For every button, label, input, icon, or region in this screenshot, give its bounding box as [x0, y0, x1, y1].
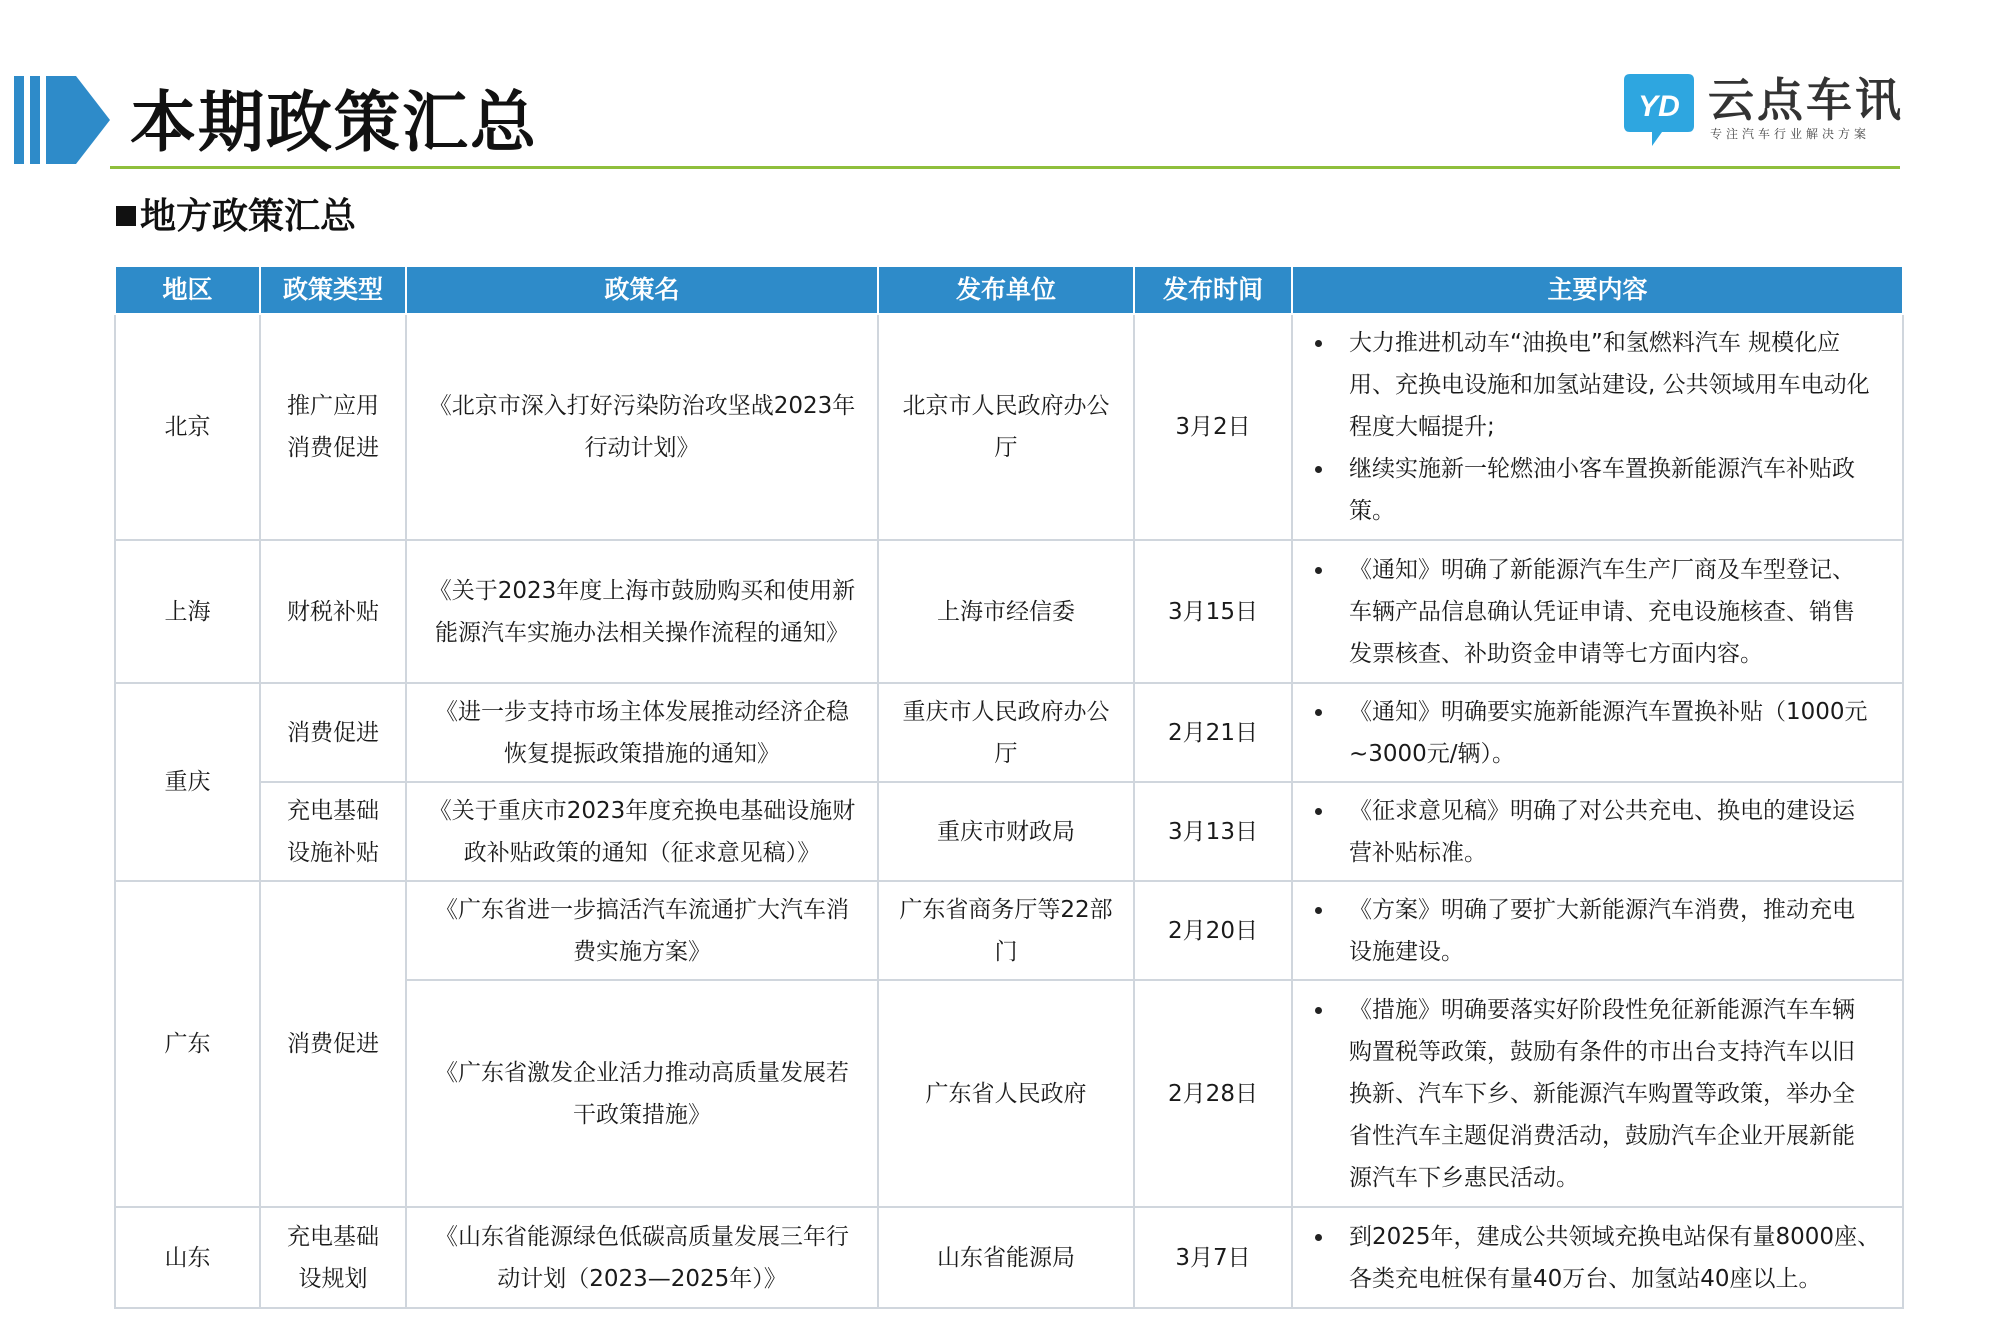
type-cell: 充电基础 设规划: [260, 1207, 406, 1308]
date-cell: 2月21日: [1134, 683, 1292, 782]
content-cell: [1292, 980, 1903, 1207]
table-row: [115, 782, 1903, 881]
issuer-cell: 广东省商务厅等22部 门: [878, 881, 1134, 980]
content-cell: [1292, 782, 1903, 881]
content-bullet: 《通知》明确要实施新能源汽车置换补贴（1000元 ~3000元/辆）。: [1311, 691, 1888, 775]
region-cell: 山东: [115, 1207, 260, 1308]
type-cell: 充电基础 设施补贴: [260, 782, 406, 881]
header-date: 发布时间: [1134, 266, 1292, 314]
logo-name: 云点车讯: [1708, 73, 1904, 127]
content-bullet: 《征求意见稿》明确了对公共充电、换电的建设运 营补贴标准。: [1311, 790, 1888, 874]
region-cell: 上海: [115, 540, 260, 683]
date-cell: 3月13日: [1134, 782, 1292, 881]
content-bullet: 《措施》明确要落实好阶段性免征新能源汽车车辆 购置税等政策，鼓励有条件的市出台支持汽车以旧 换新、汽车下乡、新能源汽车购置等政策，举办全 省性汽车主题促消费活动，鼓励汽车企业开展新能 源汽车下乡惠民活动。: [1311, 989, 1888, 1199]
logo-mark-icon: [1622, 72, 1696, 148]
header-name: 政策名: [406, 266, 878, 314]
issuer-cell: 重庆市财政局: [878, 782, 1134, 881]
policy-name-cell: 《进一步支持市场主体发展推动经济企稳 恢复提振政策措施的通知》: [406, 683, 878, 782]
issuer-cell: 广东省人民政府: [878, 980, 1134, 1207]
content-bullet: 大力推进机动车“油换电”和氢燃料汽车 规模化应 用、充换电设施和加氢站建设, 公共领域用车电动化 程度大幅提升;: [1311, 322, 1888, 448]
type-cell: 消费促进: [260, 683, 406, 782]
content-cell: [1292, 540, 1903, 683]
type-cell: 消费促进: [260, 881, 406, 1207]
date-cell: 3月7日: [1134, 1207, 1292, 1308]
content-cell: [1292, 683, 1903, 782]
page-title: 本期政策汇总: [130, 84, 538, 161]
table-row: [115, 881, 1903, 980]
table-row: [115, 540, 1903, 683]
type-cell: 推广应用 消费促进: [260, 314, 406, 540]
policy-name-cell: 《广东省进一步搞活汽车流通扩大汽车消 费实施方案》: [406, 881, 878, 980]
date-cell: 3月15日: [1134, 540, 1292, 683]
region-cell: 广东: [115, 881, 260, 1207]
date-cell: 2月28日: [1134, 980, 1292, 1207]
content-bullet: 《通知》明确了新能源汽车生产厂商及车型登记、 车辆产品信息确认凭证申请、充电设施核查、销售 发票核查、补助资金申请等七方面内容。: [1311, 549, 1888, 675]
type-cell: 财税补贴: [260, 540, 406, 683]
header-stripe: [30, 76, 40, 164]
table-row: [115, 1207, 1903, 1308]
section-title: 地方政策汇总: [116, 192, 356, 242]
issuer-cell: 重庆市人民政府办公 厅: [878, 683, 1134, 782]
table-row: [115, 314, 1903, 540]
region-cell: 北京: [115, 314, 260, 540]
date-cell: 2月20日: [1134, 881, 1292, 980]
policy-table: [114, 265, 1904, 1309]
table-row: [115, 683, 1903, 782]
header-type: 政策类型: [260, 266, 406, 314]
issuer-cell: 北京市人民政府办公 厅: [878, 314, 1134, 540]
content-bullet: 《方案》明确了要扩大新能源汽车消费，推动充电 设施建设。: [1311, 889, 1888, 973]
header-issuer: 发布单位: [878, 266, 1134, 314]
policy-name-cell: 《广东省激发企业活力推动高质量发展若 干政策措施》: [406, 980, 878, 1207]
content-bullet: 到2025年，建成公共领域充换电站保有量8000座、 各类充电桩保有量40万台、加氢站40座以上。: [1311, 1216, 1888, 1300]
content-cell: [1292, 881, 1903, 980]
policy-name-cell: 《关于重庆市2023年度充换电基础设施财 政补贴政策的通知（征求意见稿）》: [406, 782, 878, 881]
table-header-row: [115, 266, 1903, 314]
square-bullet-icon: [116, 206, 136, 226]
logo-tagline: 专注汽车行业解决方案: [1710, 127, 1871, 141]
content-cell: [1292, 314, 1903, 540]
svg-text:YD: YD: [1638, 90, 1680, 123]
content-cell: [1292, 1207, 1903, 1308]
title-divider: [110, 166, 1900, 169]
header-stripe: [14, 76, 24, 164]
issuer-cell: 山东省能源局: [878, 1207, 1134, 1308]
policy-name-cell: 《山东省能源绿色低碳高质量发展三年行 动计划（2023—2025年）》: [406, 1207, 878, 1308]
region-cell: 重庆: [115, 683, 260, 881]
date-cell: 3月2日: [1134, 314, 1292, 540]
issuer-cell: 上海市经信委: [878, 540, 1134, 683]
policy-name-cell: 《关于2023年度上海市鼓励购买和使用新 能源汽车实施办法相关操作流程的通知》: [406, 540, 878, 683]
header-region: 地区: [115, 266, 260, 314]
header-arrow-icon: [46, 76, 110, 164]
policy-name-cell: 《北京市深入打好污染防治攻坚战2023年 行动计划》: [406, 314, 878, 540]
header-content: 主要内容: [1292, 266, 1903, 314]
content-bullet: 继续实施新一轮燃油小客车置换新能源汽车补贴政 策。: [1311, 448, 1888, 532]
